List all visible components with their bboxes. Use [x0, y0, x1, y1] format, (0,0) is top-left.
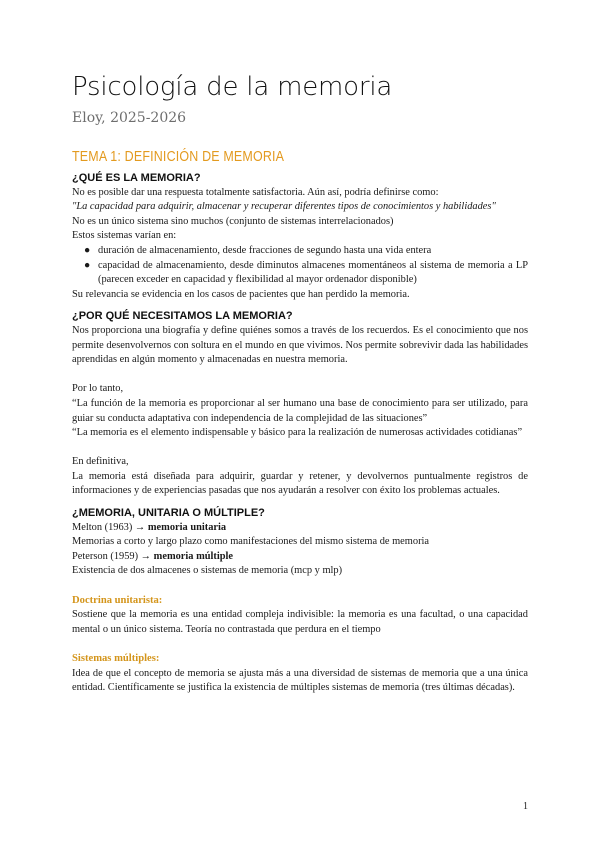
quote: “La función de la memoria es proporcionar al ser humano una base de conocimiento para ser utilizado, para guiar su conducta adaptativa con independencia de la complejidad de las situaciones” [72, 397, 528, 424]
bullet-icon: ● [84, 244, 91, 256]
subheading-doctrina-unitarista: Doctrina unitarista: [72, 594, 163, 606]
paragraph [72, 521, 528, 536]
quote: “La memoria es el elemento indispensable y básico para la realización de numerosas actividades cotidianas” [72, 427, 523, 439]
section-heading-por-que: ¿POR QUÉ NECESITAMOS LA MEMORIA? [72, 310, 293, 323]
term-bold: memoria unitaria [147, 521, 227, 533]
document-title: Psicología de la memoria [72, 72, 393, 102]
paragraph: No es posible dar una respuesta totalmente satisfactoria. Aún así, podría definirse como: [72, 186, 439, 198]
page-number: 1 [523, 801, 528, 812]
topic-heading: TEMA 1: DEFINICIÓN DE MEMORIA [72, 149, 285, 165]
author-ref: Peterson (1959) → [72, 550, 154, 562]
bullet-icon: ● [84, 259, 91, 271]
paragraph: Memorias a corto y largo plazo como manifestaciones del mismo sistema de memoria [72, 536, 430, 548]
definition-quote: "La capacidad para adquirir, almacenar y recuperar diferentes tipos de conocimientos y habilidades" [72, 201, 496, 213]
paragraph: En definitiva, [72, 456, 129, 468]
subheading-sistemas-multiples: Sistemas múltiples: [72, 653, 160, 664]
paragraph: Por lo tanto, [72, 383, 124, 395]
term-bold: memoria múltiple [153, 550, 234, 562]
paragraph: Estos sistemas varían en: [72, 230, 177, 242]
document-body [72, 171, 528, 696]
paragraph: Idea de que el concepto de memoria se ajusta más a una diversidad de sistemas de memoria que a una única entidad. Científicamente se justifica la existencia de múltiples sistemas de memoria (tres últimas décadas). [72, 667, 528, 694]
paragraph [72, 550, 528, 565]
author-ref: Melton (1963) → [72, 521, 148, 533]
list-item-text: duración de almacenamiento, desde fracciones de segundo hasta una vida entera [98, 244, 432, 256]
paragraph: La memoria está diseñada para adquirir, guardar y retener, y devolvernos puntualmente registros de informaciones y de experiencias pasadas que nos ayudarán a resolver con éxito los problemas actuales. [72, 470, 528, 497]
paragraph: Existencia de dos almacenes o sistemas de memoria (mcp y mlp) [72, 565, 343, 577]
paragraph: Nos proporciona una biografía y define quiénes somos a través de los recuerdos. Es el conocimiento que nos permite desenvolvernos con soltura en el mundo en que vivimos. Nos permite sobrevivir dada las habilidades aprendidas en algún momento y almacenadas en nuestra memoria. [72, 324, 528, 366]
document-subtitle: Eloy, 2025-2026 [72, 110, 187, 126]
list-item-text: capacidad de almacenamiento, desde diminutos almacenes momentáneos al sistema de memoria a LP (parecen exceder en capacidad y flexibilidad al mayor ordenador disponible) [98, 259, 528, 286]
paragraph: Sostiene que la memoria es una entidad compleja indivisible: la memoria es una facultad, o una capacidad mental o un único sistema. Teoría no contrastada que perdura en el tiempo [72, 609, 528, 635]
list-item [72, 259, 528, 288]
list-item [72, 244, 528, 259]
section-heading-que-es: ¿QUÉ ES LA MEMORIA? [72, 172, 201, 184]
bullet-list [72, 244, 528, 288]
paragraph: No es un único sistema sino muchos (conjunto de sistemas interrelacionados) [72, 215, 394, 227]
section-heading-unitaria-multiple: ¿MEMORIA, UNITARIA O MÚLTIPLE? [72, 507, 265, 520]
paragraph: Su relevancia se evidencia en los casos de pacientes que han perdido la memoria. [72, 288, 410, 300]
